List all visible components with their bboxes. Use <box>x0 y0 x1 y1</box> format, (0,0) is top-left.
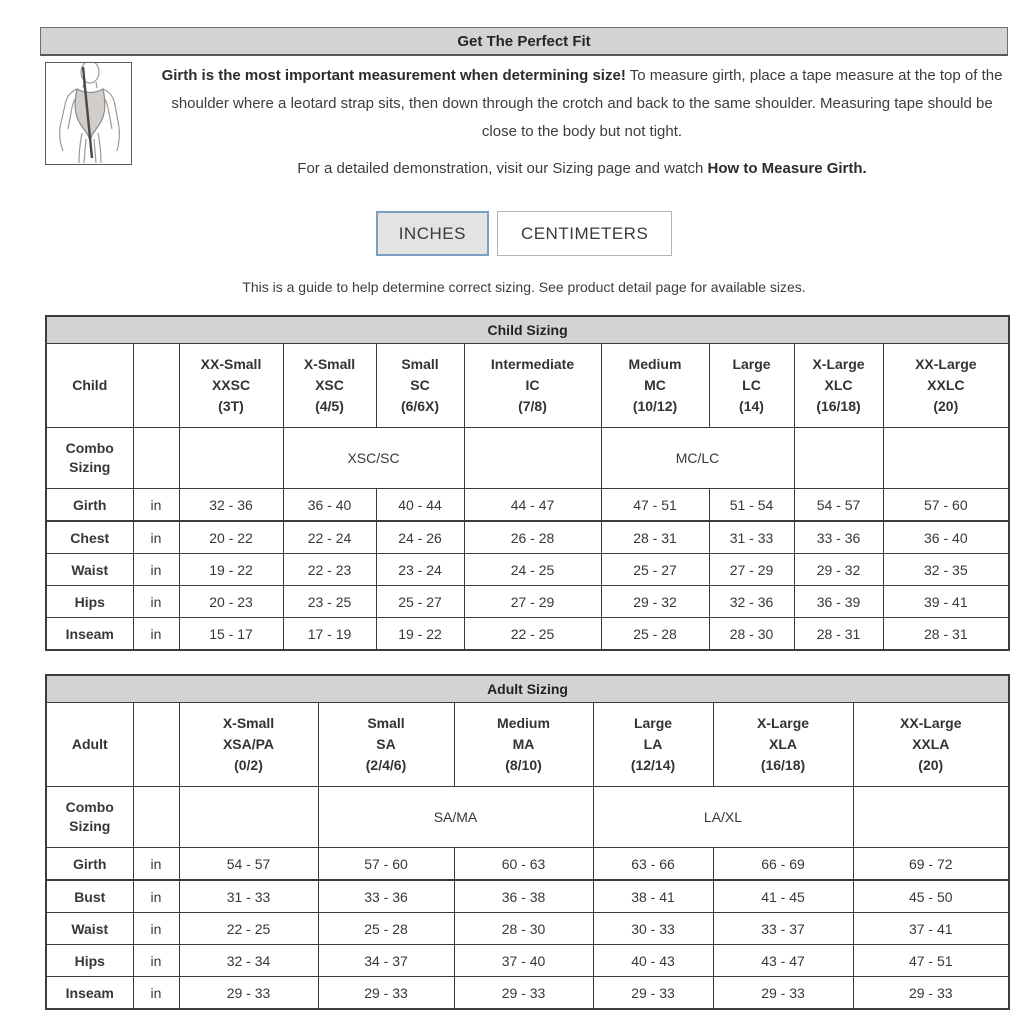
adult-combo-label: Combo Sizing <box>46 787 133 848</box>
size-code: XLC <box>824 377 853 393</box>
value-cell: 36 - 40 <box>283 489 376 522</box>
adult-col-large <box>593 703 713 787</box>
value-cell: 22 - 23 <box>283 554 376 586</box>
value-cell: 29 - 33 <box>713 977 853 1010</box>
row-label: Bust <box>46 880 133 913</box>
adult-col-x-small <box>179 703 318 787</box>
unit-cell: in <box>133 521 179 554</box>
size-code: MA <box>512 736 535 752</box>
child-col-x-large <box>794 344 883 428</box>
value-cell: 22 - 24 <box>283 521 376 554</box>
size-name: X-Small <box>303 356 356 372</box>
value-cell: 37 - 41 <box>853 913 1009 945</box>
adult-table-title: Adult Sizing <box>46 675 1009 703</box>
value-cell: 25 - 28 <box>318 913 454 945</box>
adult-col-x-large <box>713 703 853 787</box>
empty-cell <box>133 787 179 848</box>
value-cell: 29 - 33 <box>454 977 593 1010</box>
value-cell: 34 - 37 <box>318 945 454 977</box>
size-code: SC <box>410 377 430 393</box>
value-cell: 28 - 31 <box>794 618 883 651</box>
girth-instructions-bold: Girth is the most important measurement when determining size! <box>161 67 626 84</box>
value-cell: 47 - 51 <box>853 945 1009 977</box>
adult-col-xx-large <box>853 703 1009 787</box>
value-cell: 29 - 33 <box>318 977 454 1010</box>
value-cell: 17 - 19 <box>283 618 376 651</box>
value-cell: 36 - 38 <box>454 880 593 913</box>
size-range: (8/10) <box>505 757 542 773</box>
size-code: MC <box>644 377 666 393</box>
value-cell: 23 - 24 <box>376 554 464 586</box>
value-cell: 22 - 25 <box>179 913 318 945</box>
child-sizing-table <box>45 315 1010 651</box>
value-cell: 57 - 60 <box>318 848 454 881</box>
adult-col-medium <box>454 703 593 787</box>
value-cell: 37 - 40 <box>454 945 593 977</box>
adult-col-small <box>318 703 454 787</box>
value-cell: 23 - 25 <box>283 586 376 618</box>
value-cell: 54 - 57 <box>179 848 318 881</box>
demo-line-prefix: For a detailed demonstration, visit our Sizing page and watch <box>297 160 708 177</box>
size-name: X-Large <box>756 715 810 731</box>
value-cell: 24 - 26 <box>376 521 464 554</box>
empty-cell <box>794 428 883 489</box>
empty-cell <box>853 787 1009 848</box>
value-cell: 32 - 35 <box>883 554 1009 586</box>
value-cell: 28 - 30 <box>454 913 593 945</box>
adult-waist-row <box>46 913 1009 945</box>
value-cell: 29 - 33 <box>853 977 1009 1010</box>
adult-hips-row <box>46 945 1009 977</box>
size-range: (16/18) <box>760 757 806 773</box>
adult-combo-sa-ma: SA/MA <box>318 787 593 848</box>
size-range: (14) <box>739 398 764 414</box>
size-name: X-Small <box>222 715 275 731</box>
value-cell: 54 - 57 <box>794 489 883 522</box>
size-name: Intermediate <box>490 356 575 372</box>
size-range: (20) <box>933 398 959 414</box>
child-combo-xsc-sc: XSC/SC <box>283 428 464 489</box>
value-cell: 28 - 31 <box>883 618 1009 651</box>
unit-header-cell <box>133 344 179 428</box>
value-cell: 29 - 32 <box>601 586 709 618</box>
sizing-guide-note: This is a guide to help determine correct sizing. See product detail page for available sizes. <box>242 279 806 295</box>
value-cell: 57 - 60 <box>883 489 1009 522</box>
unit-cell: in <box>133 977 179 1010</box>
value-cell: 19 - 22 <box>376 618 464 651</box>
adult-combo-la-xl: LA/XL <box>593 787 853 848</box>
row-label: Girth <box>46 489 133 522</box>
value-cell: 15 - 17 <box>179 618 283 651</box>
value-cell: 39 - 41 <box>883 586 1009 618</box>
child-col-x-small <box>283 344 376 428</box>
value-cell: 66 - 69 <box>713 848 853 881</box>
child-col-xx-small <box>179 344 283 428</box>
adult-sizing-table <box>45 674 1010 1010</box>
size-code: XXSC <box>211 377 251 393</box>
size-code: XLA <box>769 736 797 752</box>
value-cell: 32 - 34 <box>179 945 318 977</box>
value-cell: 47 - 51 <box>601 489 709 522</box>
size-name: XX-Small <box>200 356 262 372</box>
value-cell: 24 - 25 <box>464 554 601 586</box>
value-cell: 25 - 28 <box>601 618 709 651</box>
value-cell: 69 - 72 <box>853 848 1009 881</box>
value-cell: 32 - 36 <box>709 586 794 618</box>
size-range: (0/2) <box>234 757 263 773</box>
value-cell: 45 - 50 <box>853 880 1009 913</box>
size-code: IC <box>525 377 540 393</box>
row-label: Hips <box>46 586 133 618</box>
value-cell: 33 - 36 <box>318 880 454 913</box>
child-inseam-row <box>46 618 1009 651</box>
value-cell: 60 - 63 <box>454 848 593 881</box>
unit-cell: in <box>133 945 179 977</box>
child-combo-mc-lc: MC/LC <box>601 428 794 489</box>
value-cell: 44 - 47 <box>464 489 601 522</box>
child-col-xx-large <box>883 344 1009 428</box>
size-code: LA <box>643 736 663 752</box>
unit-header-cell <box>133 703 179 787</box>
value-cell: 30 - 33 <box>593 913 713 945</box>
row-label: Waist <box>46 554 133 586</box>
value-cell: 32 - 36 <box>179 489 283 522</box>
size-name: Large <box>732 356 771 372</box>
child-col-small <box>376 344 464 428</box>
child-waist-row <box>46 554 1009 586</box>
unit-cell: in <box>133 554 179 586</box>
demo-line <box>158 155 1006 183</box>
size-code: XSA/PA <box>222 736 275 752</box>
size-range: (16/18) <box>816 398 861 414</box>
value-cell: 25 - 27 <box>376 586 464 618</box>
empty-cell <box>179 787 318 848</box>
unit-cell: in <box>133 913 179 945</box>
value-cell: 31 - 33 <box>179 880 318 913</box>
unit-cell: in <box>133 586 179 618</box>
value-cell: 36 - 40 <box>883 521 1009 554</box>
value-cell: 40 - 44 <box>376 489 464 522</box>
row-label: Girth <box>46 848 133 881</box>
size-name: Medium <box>497 715 550 731</box>
centimeters-button[interactable]: CENTIMETERS <box>497 211 672 256</box>
value-cell: 22 - 25 <box>464 618 601 651</box>
child-col-intermediate <box>464 344 601 428</box>
value-cell: 25 - 27 <box>601 554 709 586</box>
leotard-measurement-illustration <box>45 62 132 165</box>
unit-cell: in <box>133 848 179 881</box>
size-range: (6/6X) <box>400 398 440 414</box>
size-range: (20) <box>918 757 944 773</box>
unit-cell: in <box>133 618 179 651</box>
value-cell: 40 - 43 <box>593 945 713 977</box>
leotard-figure-icon <box>46 63 131 164</box>
value-cell: 31 - 33 <box>709 521 794 554</box>
empty-cell <box>133 428 179 489</box>
row-label: Waist <box>46 913 133 945</box>
child-table-title: Child Sizing <box>46 316 1009 344</box>
size-range: (4/5) <box>315 398 344 414</box>
value-cell: 19 - 22 <box>179 554 283 586</box>
row-label: Inseam <box>46 618 133 651</box>
value-cell: 41 - 45 <box>713 880 853 913</box>
row-label: Inseam <box>46 977 133 1010</box>
child-combo-label: Combo Sizing <box>46 428 133 489</box>
size-code: XXLA <box>912 736 950 752</box>
size-range: (12/14) <box>630 757 676 773</box>
value-cell: 20 - 22 <box>179 521 283 554</box>
value-cell: 27 - 29 <box>464 586 601 618</box>
page-title: Get The Perfect Fit <box>40 27 1008 56</box>
size-code: XSC <box>315 377 344 393</box>
size-name: XX-Large <box>915 356 977 372</box>
child-col-large <box>709 344 794 428</box>
adult-bust-row <box>46 880 1009 913</box>
unit-toggle <box>40 211 1008 256</box>
size-name: Medium <box>628 356 682 372</box>
intro-text <box>132 62 1008 183</box>
size-name: XX-Large <box>900 715 962 731</box>
size-range: (2/4/6) <box>365 757 407 773</box>
size-code: LC <box>742 377 761 393</box>
size-code: SA <box>376 736 396 752</box>
size-name: Small <box>367 715 405 731</box>
size-range: (3T) <box>218 398 244 414</box>
intro-section <box>40 62 1008 183</box>
empty-cell <box>883 428 1009 489</box>
size-name: Large <box>633 715 673 731</box>
value-cell: 29 - 33 <box>593 977 713 1010</box>
child-corner-label: Child <box>46 344 133 428</box>
value-cell: 20 - 23 <box>179 586 283 618</box>
adult-girth-row <box>46 848 1009 881</box>
inches-button[interactable]: INCHES <box>376 211 489 256</box>
adult-inseam-row <box>46 977 1009 1010</box>
row-label: Chest <box>46 521 133 554</box>
size-name: Small <box>401 356 439 372</box>
sizing-guide-page <box>40 0 1008 1010</box>
demo-line-bold: How to Measure Girth. <box>707 160 867 177</box>
child-hips-row <box>46 586 1009 618</box>
empty-cell <box>179 428 283 489</box>
value-cell: 33 - 37 <box>713 913 853 945</box>
unit-cell: in <box>133 880 179 913</box>
value-cell: 29 - 32 <box>794 554 883 586</box>
value-cell: 26 - 28 <box>464 521 601 554</box>
child-girth-row <box>46 489 1009 522</box>
empty-cell <box>464 428 601 489</box>
size-name: X-Large <box>812 356 865 372</box>
value-cell: 27 - 29 <box>709 554 794 586</box>
value-cell: 43 - 47 <box>713 945 853 977</box>
size-range: (10/12) <box>632 398 678 414</box>
girth-instructions <box>158 62 1006 146</box>
size-code: XXLC <box>927 377 965 393</box>
value-cell: 36 - 39 <box>794 586 883 618</box>
value-cell: 29 - 33 <box>179 977 318 1010</box>
value-cell: 51 - 54 <box>709 489 794 522</box>
value-cell: 38 - 41 <box>593 880 713 913</box>
child-col-medium <box>601 344 709 428</box>
value-cell: 28 - 30 <box>709 618 794 651</box>
value-cell: 28 - 31 <box>601 521 709 554</box>
girth-instructions-rest: To measure girth, place a tape measure at the top of the shoulder where a leotard strap sits, then down through the crotch and back to the same shoulder. Measuring tape should be close to the body but not tight. <box>171 67 1003 140</box>
child-chest-row <box>46 521 1009 554</box>
value-cell: 63 - 66 <box>593 848 713 881</box>
value-cell: 33 - 36 <box>794 521 883 554</box>
size-range: (7/8) <box>518 398 547 414</box>
adult-corner-label: Adult <box>46 703 133 787</box>
unit-cell: in <box>133 489 179 522</box>
row-label: Hips <box>46 945 133 977</box>
